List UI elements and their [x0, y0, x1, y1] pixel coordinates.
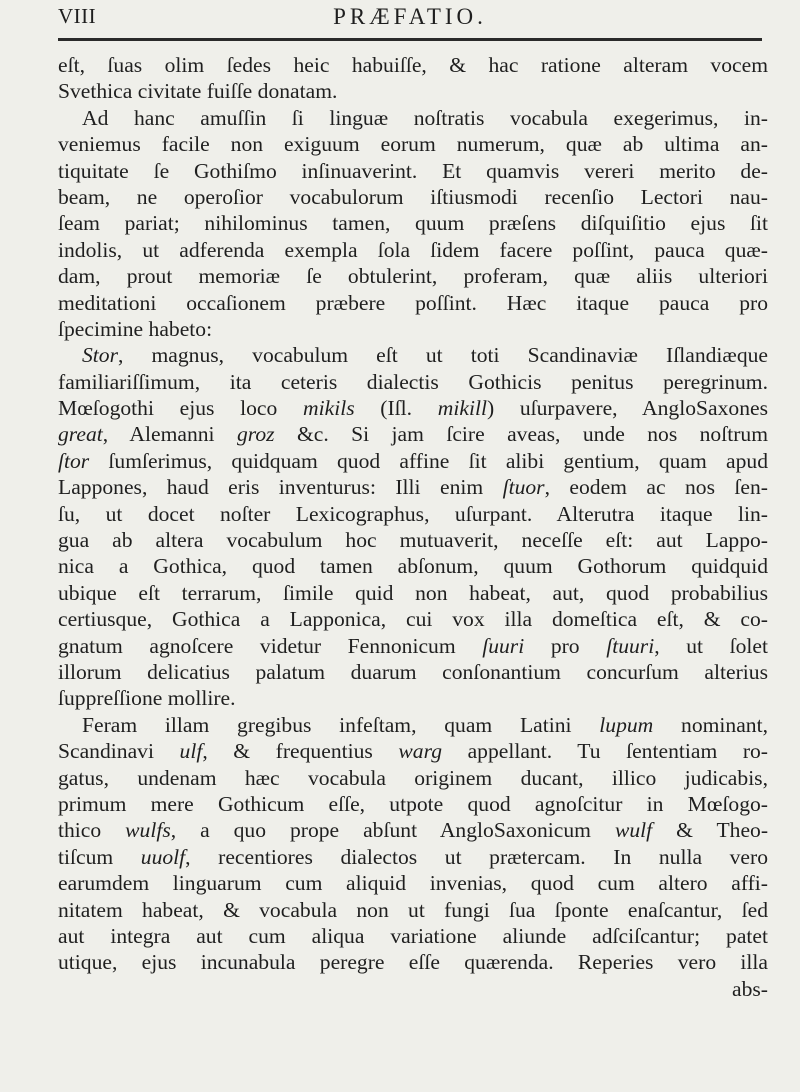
- text-line: illorum delicatius palatum duarum conſonantium concurſum alterius: [58, 659, 768, 684]
- text-line: certiusque, Gothica a Lapponica, cui vox illa domeſtica eſt, & co-: [58, 607, 768, 632]
- text-line: ſeam pariat; nihilominus tamen, quum præſens diſquiſitio ejus ſit: [58, 211, 768, 236]
- text-line: Feram illam gregibus infeſtam, quam Latini lupum nominant,: [82, 712, 768, 737]
- page-number: VIII: [58, 4, 97, 28]
- text-line: gatus, undenam hæc vocabula originem ducant, illico judicabis,: [58, 765, 768, 790]
- text-line: veniemus facile non exiguum eorum numerum, quæ ab ultima an-: [58, 132, 768, 157]
- text-line: ſu, ut docet noſter Lexicographus, uſurpant. Alterutra itaque lin-: [58, 501, 768, 526]
- text-line: great, Alemanni groz &c. Si jam ſcire aveas, unde nos noſtrum: [58, 422, 769, 447]
- text-line: ſpecimine habeto:: [58, 316, 213, 341]
- text-line: nica a Gothica, quod tamen abſonum, quum Gothorum quidquid: [58, 554, 768, 579]
- text-line: nitatem habeat, & vocabula non ut fungi ſua ſponte enaſcantur, ſed: [58, 897, 768, 922]
- text-line: thico wulfs, a quo prope abſunt AngloSaxonicum wulf & Theo-: [58, 818, 769, 843]
- text-line: ubique eſt terrarum, ſimile quid non habeat, aut, quod probabilius: [58, 580, 768, 605]
- running-title: PRÆFATIO.: [333, 4, 487, 29]
- text-line: ſuppreſſione mollire.: [58, 686, 236, 711]
- text-line: Mœſogothi ejus loco mikils (Iſl. mikill) uſurpavere, AngloSaxones: [58, 396, 769, 421]
- catchword: abs-: [732, 976, 768, 1001]
- text-line: utique, ejus incunabula peregre eſſe quærenda. Reperies vero illa: [58, 950, 768, 975]
- text-line: dam, prout memoriæ ſe obtulerint, proferam, quæ aliis ulteriori: [58, 264, 768, 289]
- text-line: gnatum agnoſcere videtur Fennonicum ſuuri pro ſtuuri, ut ſolet: [58, 633, 768, 658]
- text-line: primum mere Gothicum eſſe, utpote quod agnoſcitur in Mœſogo-: [58, 791, 768, 816]
- text-line: aut integra aut cum aliqua variatione aliunde adſciſcantur; patet: [58, 923, 768, 948]
- body-text: [58, 52, 768, 1002]
- text-line: beam, ne operoſior vocabulorum iſtiusmodi recenſio Lectori nau-: [58, 184, 768, 209]
- text-line: meditationi occaſionem præbere poſſint. Hæc itaque pauca pro: [58, 290, 768, 315]
- text-line: Ad hanc amuſſin ſi linguæ noſtratis vocabula exegerimus, in-: [82, 105, 768, 130]
- text-line: Lappones, haud eris inventurus: Illi enim ſtuor, eodem ac nos ſen-: [58, 475, 768, 500]
- text-line: tiquitate ſe Gothiſmo inſinuaverint. Et quamvis vereri merito de-: [58, 158, 768, 183]
- text-line: tiſcum uuolf, recentiores dialectos ut prætercam. In nulla vero: [58, 844, 768, 869]
- text-line: indolis, ut adferenda exempla ſola ſidem facere poſſint, pauca quæ-: [58, 237, 768, 262]
- text-line: gua ab altera vocabulum hoc mutuaverit, neceſſe eſt: aut Lappo-: [58, 528, 768, 553]
- text-line: ſtor ſumſerimus, quidquam quod affine ſit alibi gentium, quam apud: [58, 448, 768, 473]
- text-line: Stor, magnus, vocabulum eſt ut toti Scandinaviæ Iſlandiæque: [82, 343, 768, 368]
- text-line: earumdem linguarum cum aliquid invenias, quod cum altero affi-: [58, 871, 768, 896]
- text-line: Scandinavi ulf, & frequentius warg appellant. Tu ſententiam ro-: [58, 739, 768, 764]
- text-line: Svethica civitate fuiſſe donatam.: [58, 79, 338, 104]
- text-line: familiariſſimum, ita ceteris dialectis Gothicis penitus peregrinum.: [58, 369, 768, 394]
- header-rule: [58, 38, 762, 41]
- text-line: eſt, ſuas olim ſedes heic habuiſſe, & hac ratione alteram vocem: [58, 53, 768, 77]
- page-header: [58, 4, 762, 48]
